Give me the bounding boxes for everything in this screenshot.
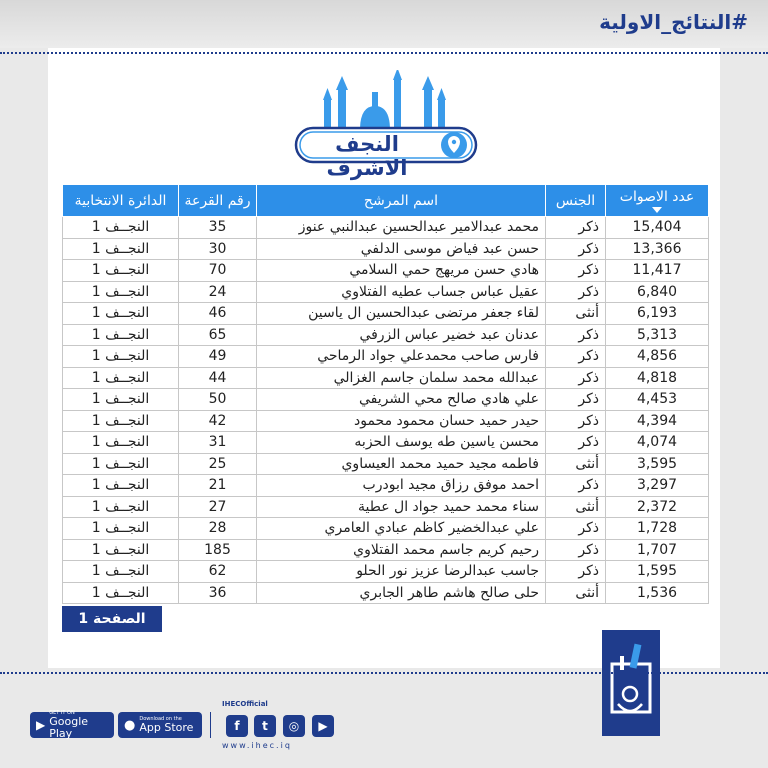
candidate-name-cell: حيدر حميد حسان محمود محمود: [257, 410, 546, 432]
votes-cell: 4,394: [606, 410, 709, 432]
header-district: الدائرة الانتخابية: [63, 185, 179, 217]
ballot-number-cell: 21: [179, 475, 257, 497]
district-cell: النجــف 1: [63, 453, 179, 475]
candidate-name-cell: لقاء جعفر مرتضى عبدالحسين ال ياسين: [257, 303, 546, 325]
votes-cell: 5,313: [606, 324, 709, 346]
votes-cell: 4,074: [606, 432, 709, 454]
table-row: [63, 582, 709, 604]
ballot-number-cell: 25: [179, 453, 257, 475]
district-cell: النجــف 1: [63, 539, 179, 561]
gender-cell: ذكر: [546, 217, 606, 239]
ballot-number-cell: 70: [179, 260, 257, 282]
table-row: [63, 217, 709, 239]
ballot-number-cell: 65: [179, 324, 257, 346]
district-cell: النجــف 1: [63, 410, 179, 432]
candidate-name-cell: سناء محمد حميد جواد ال عطية: [257, 496, 546, 518]
votes-cell: 1,707: [606, 539, 709, 561]
gender-cell: ذكر: [546, 410, 606, 432]
table-row: [63, 410, 709, 432]
ballot-number-cell: 42: [179, 410, 257, 432]
social-handle: IHECOfficial: [222, 700, 268, 708]
table-row: [63, 389, 709, 411]
gender-cell: أنثى: [546, 496, 606, 518]
sort-down-icon[interactable]: [652, 207, 662, 213]
candidate-name-cell: احمد موفق رزاق مجيد ابودرب: [257, 475, 546, 497]
google-play-icon: ▶: [36, 718, 46, 732]
votes-cell: 13,366: [606, 238, 709, 260]
candidate-name-cell: علي عبدالخضير كاظم عبادي العامري: [257, 518, 546, 540]
candidate-name-cell: محمد عبدالامير عبدالحسين عبدالنبي عنوز: [257, 217, 546, 239]
district-cell: النجــف 1: [63, 238, 179, 260]
table-row: [63, 367, 709, 389]
hashtag-title: #النتائج_الاولية: [599, 10, 748, 34]
place-name: النجف الاشرف: [326, 132, 408, 180]
district-cell: النجــف 1: [63, 346, 179, 368]
candidate-name-cell: فارس صاحب محمدعلي جواد الرماحي: [257, 346, 546, 368]
header-gender: الجنس: [546, 185, 606, 217]
table-row: [63, 518, 709, 540]
table-row: [63, 324, 709, 346]
instagram-icon[interactable]: ◎: [283, 715, 305, 737]
candidate-name-cell: جاسب عبدالرضا عزيز نور الحلو: [257, 561, 546, 583]
results-table: [62, 184, 709, 604]
ballot-number-cell: 31: [179, 432, 257, 454]
votes-cell: 4,818: [606, 367, 709, 389]
header-ballot-number: رقم القرعة: [179, 185, 257, 217]
votes-cell: 4,856: [606, 346, 709, 368]
candidate-name-cell: هادي حسن مريهج حمي السلامي: [257, 260, 546, 282]
district-cell: النجــف 1: [63, 496, 179, 518]
district-cell: النجــف 1: [63, 561, 179, 583]
ballot-number-cell: 185: [179, 539, 257, 561]
table-row: [63, 346, 709, 368]
candidate-name-cell: محسن ياسين طه يوسف الحزبه: [257, 432, 546, 454]
votes-cell: 3,595: [606, 453, 709, 475]
district-cell: النجــف 1: [63, 518, 179, 540]
table-row: [63, 475, 709, 497]
table-row: [63, 432, 709, 454]
ballot-number-cell: 46: [179, 303, 257, 325]
ballot-number-cell: 27: [179, 496, 257, 518]
ballot-number-cell: 24: [179, 281, 257, 303]
votes-cell: 6,840: [606, 281, 709, 303]
candidate-name-cell: عبدالله محمد سلمان جاسم الغزالي: [257, 367, 546, 389]
gender-cell: أنثى: [546, 582, 606, 604]
votes-cell: 11,417: [606, 260, 709, 282]
candidate-name-cell: علي هادي صالح محي الشريفي: [257, 389, 546, 411]
district-cell: النجــف 1: [63, 324, 179, 346]
district-cell: النجــف 1: [63, 217, 179, 239]
table-row: [63, 539, 709, 561]
ballot-number-cell: 36: [179, 582, 257, 604]
google-play-button[interactable]: ▶ GET IT ON Google Play: [30, 712, 114, 738]
table-row: [63, 260, 709, 282]
ballot-number-cell: 35: [179, 217, 257, 239]
gender-cell: ذكر: [546, 432, 606, 454]
header-votes[interactable]: عدد الاصوات: [606, 185, 709, 217]
votes-cell: 1,595: [606, 561, 709, 583]
gender-cell: ذكر: [546, 260, 606, 282]
district-cell: النجــف 1: [63, 281, 179, 303]
table-row: [63, 561, 709, 583]
ballot-number-cell: 62: [179, 561, 257, 583]
gender-cell: ذكر: [546, 324, 606, 346]
ihec-logo: [602, 630, 660, 736]
gender-cell: ذكر: [546, 518, 606, 540]
votes-cell: 4,453: [606, 389, 709, 411]
district-cell: النجــف 1: [63, 367, 179, 389]
district-cell: النجــف 1: [63, 475, 179, 497]
candidate-name-cell: حسن عبد فياض موسى الدلفي: [257, 238, 546, 260]
website-link[interactable]: www.ihec.iq: [222, 741, 292, 750]
votes-cell: 15,404: [606, 217, 709, 239]
ballot-number-cell: 30: [179, 238, 257, 260]
votes-cell: 6,193: [606, 303, 709, 325]
header-candidate: اسم المرشح: [257, 185, 546, 217]
apple-icon: ●: [124, 717, 136, 733]
candidate-name-cell: عدنان عبد خضير عباس الزرفي: [257, 324, 546, 346]
twitter-icon[interactable]: t: [254, 715, 276, 737]
table-row: [63, 453, 709, 475]
district-cell: النجــف 1: [63, 582, 179, 604]
gender-cell: ذكر: [546, 346, 606, 368]
candidate-name-cell: رحيم كريم جاسم محمد الفتلاوي: [257, 539, 546, 561]
candidate-name-cell: حلى صالح هاشم طاهر الجابري: [257, 582, 546, 604]
dotted-divider: [0, 52, 768, 54]
ballot-number-cell: 49: [179, 346, 257, 368]
youtube-icon[interactable]: ▶: [312, 715, 334, 737]
votes-cell: 1,728: [606, 518, 709, 540]
votes-cell: 3,297: [606, 475, 709, 497]
dotted-divider: [0, 672, 768, 674]
district-cell: النجــف 1: [63, 389, 179, 411]
candidate-name-cell: فاطمه مجيد حميد محمد العيساوي: [257, 453, 546, 475]
gender-cell: ذكر: [546, 367, 606, 389]
table-row: [63, 303, 709, 325]
gender-cell: ذكر: [546, 389, 606, 411]
table-row: [63, 496, 709, 518]
gender-cell: ذكر: [546, 539, 606, 561]
gender-cell: أنثى: [546, 303, 606, 325]
table-row: [63, 281, 709, 303]
votes-cell: 1,536: [606, 582, 709, 604]
district-cell: النجــف 1: [63, 432, 179, 454]
app-store-button[interactable]: ● Download on the App Store: [118, 712, 202, 738]
gender-cell: ذكر: [546, 281, 606, 303]
ballot-number-cell: 44: [179, 367, 257, 389]
gender-cell: ذكر: [546, 475, 606, 497]
page-number-label: الصفحة 1: [62, 606, 162, 632]
ballot-number-cell: 50: [179, 389, 257, 411]
gender-cell: أنثى: [546, 453, 606, 475]
candidate-name-cell: عقيل عباس جساب عطيه الفتلاوي: [257, 281, 546, 303]
district-cell: النجــف 1: [63, 260, 179, 282]
ballot-number-cell: 28: [179, 518, 257, 540]
district-cell: النجــف 1: [63, 303, 179, 325]
table-header-row: [63, 185, 709, 217]
facebook-icon[interactable]: f: [226, 715, 248, 737]
table-row: [63, 238, 709, 260]
footer-divider: [210, 712, 211, 738]
gender-cell: ذكر: [546, 238, 606, 260]
gender-cell: ذكر: [546, 561, 606, 583]
votes-cell: 2,372: [606, 496, 709, 518]
